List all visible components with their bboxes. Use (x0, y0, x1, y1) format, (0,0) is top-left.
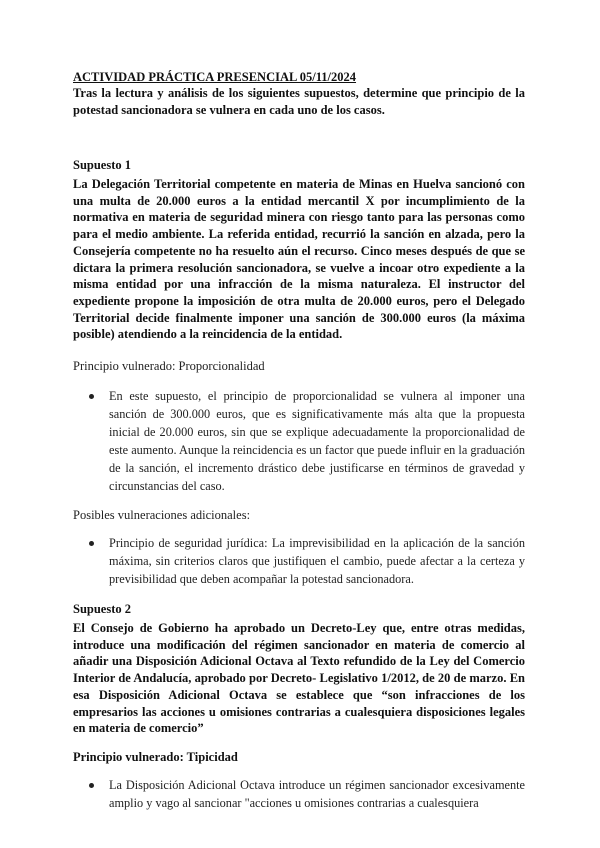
list-item-text: La Disposición Adicional Octava introduce un régimen sancionador excesivamente amplio y vago al sancionar "acciones u omisiones contrarias a cualesquiera (109, 777, 525, 810)
case-2-principle-label: Principio vulnerado: Tipicidad (73, 749, 238, 764)
bullet-icon (89, 541, 94, 546)
case-1-additional-label: Posibles vulneraciones adicionales: (73, 508, 251, 523)
case-1-additional-list (73, 534, 525, 588)
document-page (73, 70, 525, 812)
list-item-text: Principio de seguridad jurídica: La imprevisibilidad en la aplicación de la sanción máxima, sin criterios claros que justifiquen el cambio, puede afectar a la certeza y previsibilidad que deben acompañar la potestad sancionadora. (109, 536, 525, 587)
list-item (73, 387, 525, 495)
list-item (73, 534, 525, 588)
document-title: ACTIVIDAD PRÁCTICA PRESENCIAL 05/11/2024 (73, 70, 357, 84)
case-2-principle-list (73, 776, 525, 812)
bullet-icon (89, 783, 94, 788)
case-1-principle-list (73, 387, 525, 495)
case-1-text: La Delegación Territorial competente en materia de Minas en Huelva sancionó con una multa de 20.000 euros a la entidad mercantil X por incumplimiento de la normativa en materia de seguridad minera con riesgo tanto para las personas como para el medio ambiente. La referida entidad, recurrió la sanción en alzada, pero la Consejería competente no ha resuelto aún el recurso. Cinco meses después de que se dictara la primera resolución sancionadora, se vuelve a incoar otro expediente a la misma entidad por una infracción de la misma naturaleza. El instructor del expediente propone la imposición de otra multa de 20.000 euros, pero el Delegado Territorial decide finalmente imponer una sanción de 300.000 euros (la máxima posible) atendiendo a la reincidencia de la entidad. (73, 177, 525, 342)
case-2-heading: Supuesto 2 (73, 602, 132, 617)
list-item (73, 776, 525, 812)
list-item-text: En este supuesto, el principio de proporcionalidad se vulnera al imponer una sanción de 300.000 euros, que es significativamente más alta que la propuesta inicial de 20.000 euros, sin que se explique adecuadamente la proporcionalidad de este aumento. Aunque la reincidencia es un factor que puede influir en la graduación de la sanción, el incremento drástico debe justificarse en términos de gravedad y circunstancias del caso. (109, 389, 525, 494)
case-2-text: El Consejo de Gobierno ha aprobado un Decreto-Ley que, entre otras medidas, introduce una modificación del régimen sancionador en materia de comercio al añadir una Disposición Adicional Octava al Texto refundido de la Ley del Comercio Interior de Andalucía, aprobado por Decreto- Legislativo 1/2012, de 20 de marzo. En esa Disposición Adicional Octava se establece que “son infracciones de los empresarios las acciones u omisiones contrarias a cualesquiera disposiciones legales en materia de comercio” (73, 621, 525, 736)
bullet-icon (89, 394, 94, 399)
document-intro: Tras la lectura y análisis de los siguientes supuestos, determine que principio de la potestad sancionadora se vulnera en cada uno de los casos. (73, 86, 525, 117)
case-1-principle-label: Principio vulnerado: Proporcionalidad (73, 359, 265, 374)
case-1-heading: Supuesto 1 (73, 158, 132, 172)
